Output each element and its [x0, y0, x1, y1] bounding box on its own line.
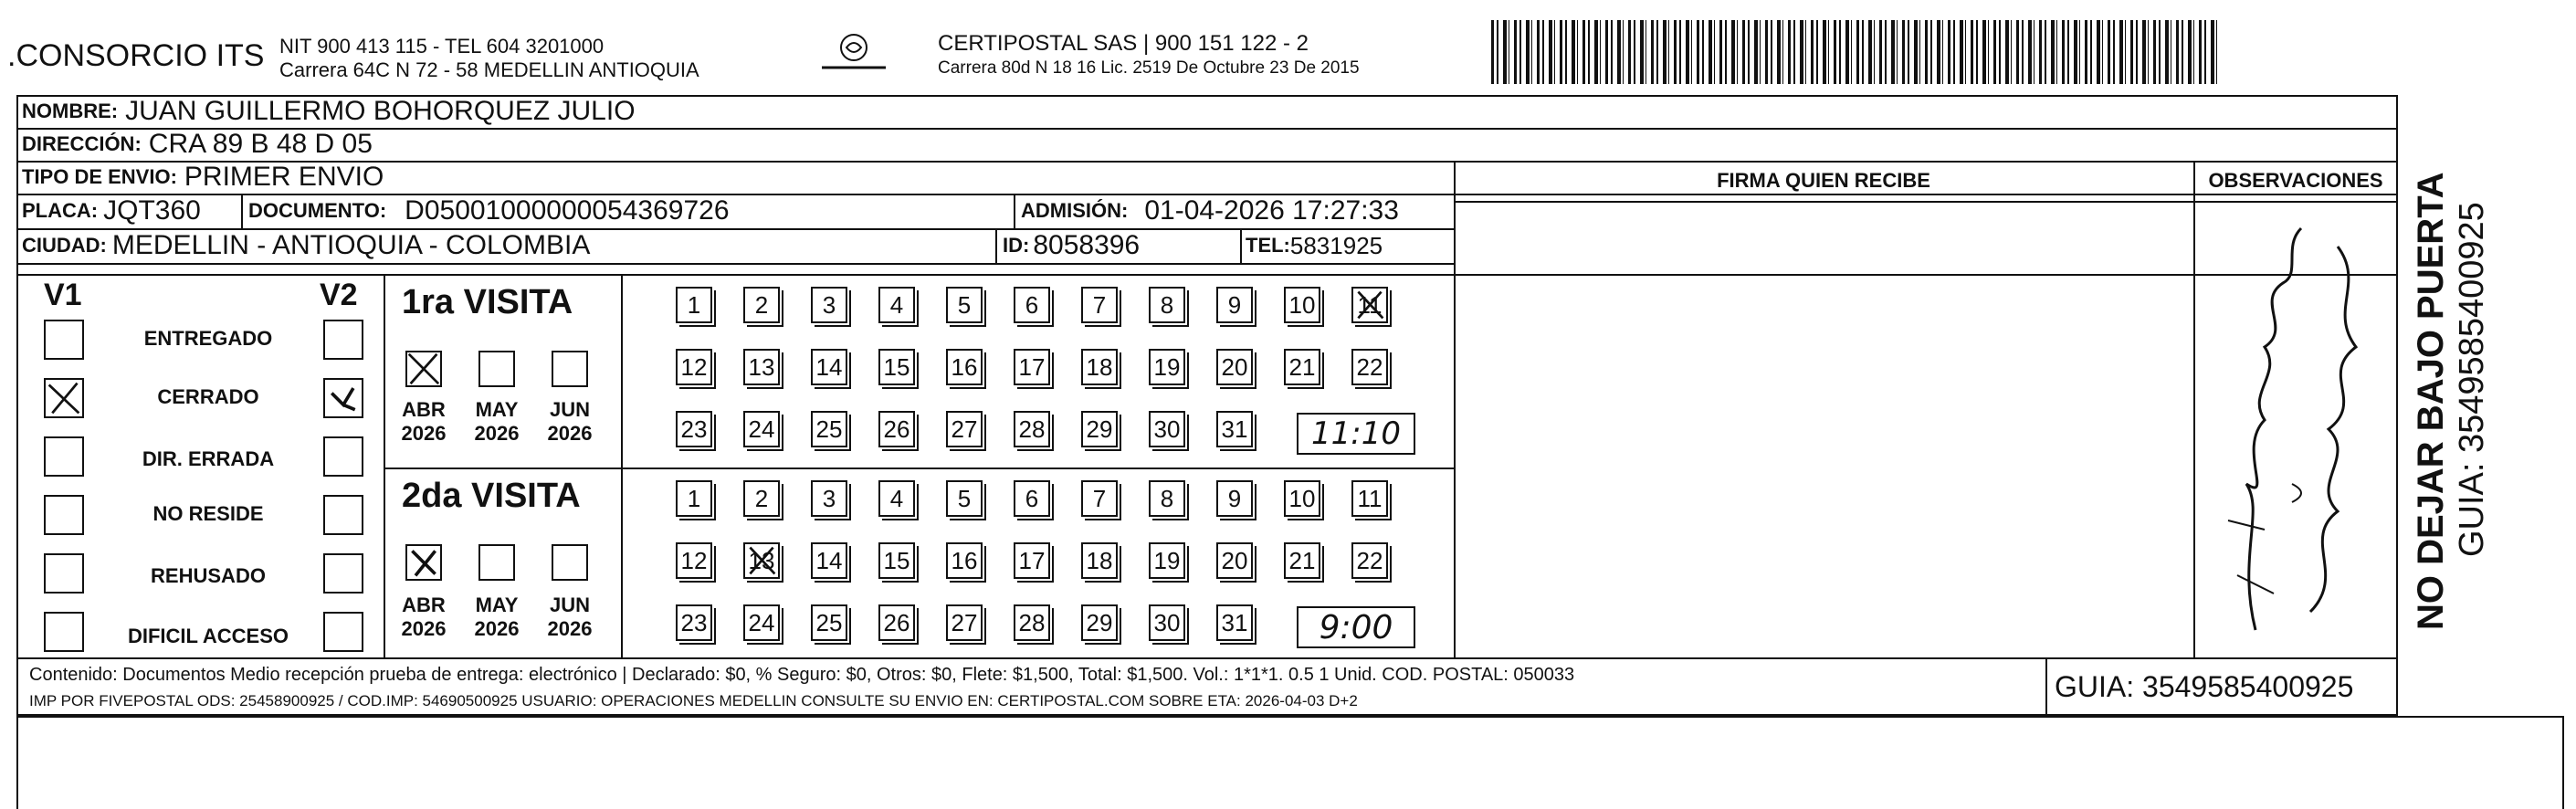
first-month-jun-label: JUN 2026 — [547, 398, 593, 445]
first-visit-day-8[interactable]: 8 — [1149, 287, 1185, 323]
tipo-row — [22, 161, 384, 194]
first-visit-title: 1ra VISITA — [402, 283, 573, 321]
footer-guia: GUIA: 3549585400925 — [2055, 670, 2354, 703]
nombre-value: JUAN GUILLERMO BOHORQUEZ JULIO — [125, 96, 636, 126]
status-entregado: ENTREGADO — [143, 327, 273, 350]
tel-cell — [1246, 228, 1383, 263]
v2-checkbox-rehusado[interactable] — [323, 553, 363, 594]
observaciones-label: OBSERVACIONES — [2208, 169, 2383, 192]
first-visit-day-18[interactable]: 18 — [1081, 349, 1118, 385]
second-visit-day-20[interactable]: 20 — [1216, 542, 1253, 579]
v1-checkbox-dir-errada[interactable] — [44, 436, 84, 477]
second-visit-day-13[interactable]: 13 — [743, 542, 780, 579]
second-visit-day-8[interactable]: 8 — [1149, 480, 1185, 517]
first-visit-day-5[interactable]: 5 — [946, 287, 983, 323]
footer-contenido: Contenido: Documentos Medio recepción prueba de entrega: electrónico | Declarado: $0, % Seguro: $0, Otros: $0, Flete: $1,500, Total: $1,500. Vol.: 1*1*1. 0.5 1 Unid. COD. POSTAL: 050033 — [29, 665, 1575, 685]
second-visit-day-31[interactable]: 31 — [1216, 604, 1253, 641]
certipostal-name: CERTIPOSTAL SAS | 900 151 122 - 2 — [938, 31, 1309, 56]
second-visit-day-7[interactable]: 7 — [1081, 480, 1118, 517]
second-month-may-label: MAY 2026 — [474, 594, 520, 640]
first-visit-day-23[interactable]: 23 — [676, 411, 712, 447]
first-visit-day-27[interactable]: 27 — [946, 411, 983, 447]
first-visit-day-11[interactable]: 11 — [1351, 287, 1388, 323]
lower-blank-area — [16, 716, 2564, 809]
second-visit-day-27[interactable]: 27 — [946, 604, 983, 641]
v1-checkbox-entregado[interactable] — [44, 320, 84, 360]
v1-checkbox-no-reside[interactable] — [44, 495, 84, 535]
tel-label: TEL: — [1246, 234, 1290, 257]
side-guia: GUIA: 3549585400925 — [2453, 202, 2491, 557]
status-no-reside: NO RESIDE — [152, 502, 264, 525]
first-visit-day-15[interactable]: 15 — [878, 349, 915, 385]
company-nit: NIT 900 413 115 - TEL 604 3201000 — [279, 35, 605, 58]
direccion-row — [22, 128, 373, 161]
first-visit-day-17[interactable]: 17 — [1014, 349, 1050, 385]
v1-label: V1 — [44, 278, 82, 312]
second-visit-day-30[interactable]: 30 — [1149, 604, 1185, 641]
x-mark-icon — [407, 546, 440, 579]
second-visit-month-jun[interactable] — [552, 544, 588, 581]
x-mark-icon — [46, 380, 82, 416]
v1-checkbox-rehusado[interactable] — [44, 553, 84, 594]
first-visit-day-19[interactable]: 19 — [1149, 349, 1185, 385]
second-month-abr-label: ABR 2026 — [401, 594, 447, 640]
id-label: ID: — [1003, 234, 1030, 257]
first-visit-month-may[interactable] — [478, 351, 515, 387]
documento-value: D05001000000054369726 — [405, 195, 730, 226]
first-visit-day-4[interactable]: 4 — [878, 287, 915, 323]
first-visit-day-6[interactable]: 6 — [1014, 287, 1050, 323]
second-visit-day-12[interactable]: 12 — [676, 542, 712, 579]
first-visit-day-29[interactable]: 29 — [1081, 411, 1118, 447]
first-visit-day-30[interactable]: 30 — [1149, 411, 1185, 447]
first-visit-day-3[interactable]: 3 — [811, 287, 847, 323]
x-mark-icon — [407, 352, 440, 385]
tel-value: 5831925 — [1289, 231, 1383, 259]
second-visit-day-25[interactable]: 25 — [811, 604, 847, 641]
second-visit-day-4[interactable]: 4 — [878, 480, 915, 517]
status-rehusado: REHUSADO — [151, 564, 266, 587]
first-visit-day-22[interactable]: 22 — [1351, 349, 1388, 385]
second-visit-day-5[interactable]: 5 — [946, 480, 983, 517]
first-visit-month-jun[interactable] — [552, 351, 588, 387]
first-visit-day-20[interactable]: 20 — [1216, 349, 1253, 385]
first-visit-day-28[interactable]: 28 — [1014, 411, 1050, 447]
first-visit-day-12[interactable]: 12 — [676, 349, 712, 385]
check-mark-icon — [325, 380, 362, 416]
second-visit-day-6[interactable]: 6 — [1014, 480, 1050, 517]
ciudad-value: MEDELLIN - ANTIOQUIA - COLOMBIA — [111, 230, 591, 260]
first-visit-month-abr[interactable] — [405, 351, 442, 387]
firma-label: FIRMA QUIEN RECIBE — [1717, 169, 1930, 192]
direccion-label: DIRECCIÓN: — [22, 132, 142, 155]
second-visit-day-10[interactable]: 10 — [1284, 480, 1320, 517]
first-month-abr-label: ABR 2026 — [401, 398, 447, 445]
v2-checkbox-dificil-acceso[interactable] — [323, 612, 363, 652]
second-visit-day-3[interactable]: 3 — [811, 480, 847, 517]
second-visit-day-24[interactable]: 24 — [743, 604, 780, 641]
second-visit-day-1[interactable]: 1 — [676, 480, 712, 517]
v2-checkbox-no-reside[interactable] — [323, 495, 363, 535]
documento-label: DOCUMENTO: — [248, 199, 387, 222]
second-visit-day-23[interactable]: 23 — [676, 604, 712, 641]
v2-label: V2 — [320, 278, 358, 312]
tipo-value: PRIMER ENVIO — [184, 162, 384, 192]
admision-cell — [1021, 194, 1399, 228]
documento-cell — [248, 194, 730, 228]
second-visit-title: 2da VISITA — [402, 477, 581, 515]
barcode — [1491, 20, 2222, 84]
id-value: 8058396 — [1033, 230, 1141, 260]
second-visit-day-28[interactable]: 28 — [1014, 604, 1050, 641]
tipo-label: TIPO DE ENVIO: — [22, 165, 177, 188]
x-mark-icon — [1353, 289, 1386, 321]
ciudad-cell — [22, 228, 590, 263]
certipostal-address: Carrera 80d N 18 16 Lic. 2519 De Octubre 23 De 2015 — [938, 58, 1360, 78]
second-visit-day-22[interactable]: 22 — [1351, 542, 1388, 579]
second-visit-day-2[interactable]: 2 — [743, 480, 780, 517]
company-address: Carrera 64C N 72 - 58 MEDELLIN ANTIOQUIA — [279, 58, 699, 81]
admision-label: ADMISIÓN: — [1021, 199, 1129, 222]
placa-label: PLACA: — [22, 199, 99, 222]
ciudad-label: CIUDAD: — [22, 234, 107, 257]
second-visit-day-17[interactable]: 17 — [1014, 542, 1050, 579]
second-visit-day-18[interactable]: 18 — [1081, 542, 1118, 579]
first-visit-day-2[interactable]: 2 — [743, 287, 780, 323]
second-visit-day-14[interactable]: 14 — [811, 542, 847, 579]
placa-cell — [22, 194, 201, 228]
first-visit-day-10[interactable]: 10 — [1284, 287, 1320, 323]
second-visit-day-15[interactable]: 15 — [878, 542, 915, 579]
second-visit-day-19[interactable]: 19 — [1149, 542, 1185, 579]
first-visit-day-1[interactable]: 1 — [676, 287, 712, 323]
footer-imp: IMP POR FIVEPOSTAL ODS: 25458900925 / COD.IMP: 54690500925 USUARIO: OPERACIONES MEDELLIN CONSULTE SU ENVIO EN: CERTIPOSTAL.COM SOBRE ETA: 2026-04-03 D+2 — [29, 692, 1358, 709]
first-visit-day-21[interactable]: 21 — [1284, 349, 1320, 385]
status-cerrado: CERRADO — [157, 385, 259, 408]
second-visit-month-may[interactable] — [478, 544, 515, 581]
v1-checkbox-dificil-acceso[interactable] — [44, 612, 84, 652]
second-visit-month-abr[interactable] — [405, 544, 442, 581]
direccion-value: CRA 89 B 48 D 05 — [148, 129, 373, 159]
first-visit-day-26[interactable]: 26 — [878, 411, 915, 447]
first-visit-day-7[interactable]: 7 — [1081, 287, 1118, 323]
v2-checkbox-cerrado[interactable] — [323, 378, 363, 418]
placa-value: JQT360 — [103, 195, 201, 226]
second-visit-day-9[interactable]: 9 — [1216, 480, 1253, 517]
second-visit-day-16[interactable]: 16 — [946, 542, 983, 579]
side-no-dejar: NO DEJAR BAJO PUERTA — [2411, 172, 2451, 630]
status-dificil-acceso: DIFICIL ACCESO — [127, 625, 289, 647]
v2-checkbox-dir-errada[interactable] — [323, 436, 363, 477]
second-visit-day-29[interactable]: 29 — [1081, 604, 1118, 641]
second-visit-day-11[interactable]: 11 — [1351, 480, 1388, 517]
first-visit-day-31[interactable]: 31 — [1216, 411, 1253, 447]
company-name: .CONSORCIO ITS — [7, 38, 265, 73]
handwritten-signature — [2201, 210, 2383, 648]
certipostal-logo — [813, 27, 895, 82]
second-month-jun-label: JUN 2026 — [547, 594, 593, 640]
first-visit-day-24[interactable]: 24 — [743, 411, 780, 447]
nombre-label: NOMBRE: — [22, 100, 119, 122]
v1-checkbox-cerrado[interactable] — [44, 378, 84, 418]
first-month-may-label: MAY 2026 — [474, 398, 520, 445]
first-visit-day-16[interactable]: 16 — [946, 349, 983, 385]
first-visit-day-14[interactable]: 14 — [811, 349, 847, 385]
nombre-row — [22, 95, 636, 128]
admision-value: 01-04-2026 17:27:33 — [1144, 195, 1399, 226]
second-visit-time-box: 9:00 — [1297, 606, 1415, 648]
first-visit-day-9[interactable]: 9 — [1216, 287, 1253, 323]
first-visit-time-box: 11:10 — [1297, 413, 1415, 455]
x-mark-icon — [745, 544, 778, 577]
first-visit-day-25[interactable]: 25 — [811, 411, 847, 447]
second-visit-day-26[interactable]: 26 — [878, 604, 915, 641]
v2-checkbox-entregado[interactable] — [323, 320, 363, 360]
first-visit-day-13[interactable]: 13 — [743, 349, 780, 385]
status-dir-errada: DIR. ERRADA — [142, 447, 275, 470]
second-visit-day-21[interactable]: 21 — [1284, 542, 1320, 579]
id-cell — [1003, 228, 1140, 263]
